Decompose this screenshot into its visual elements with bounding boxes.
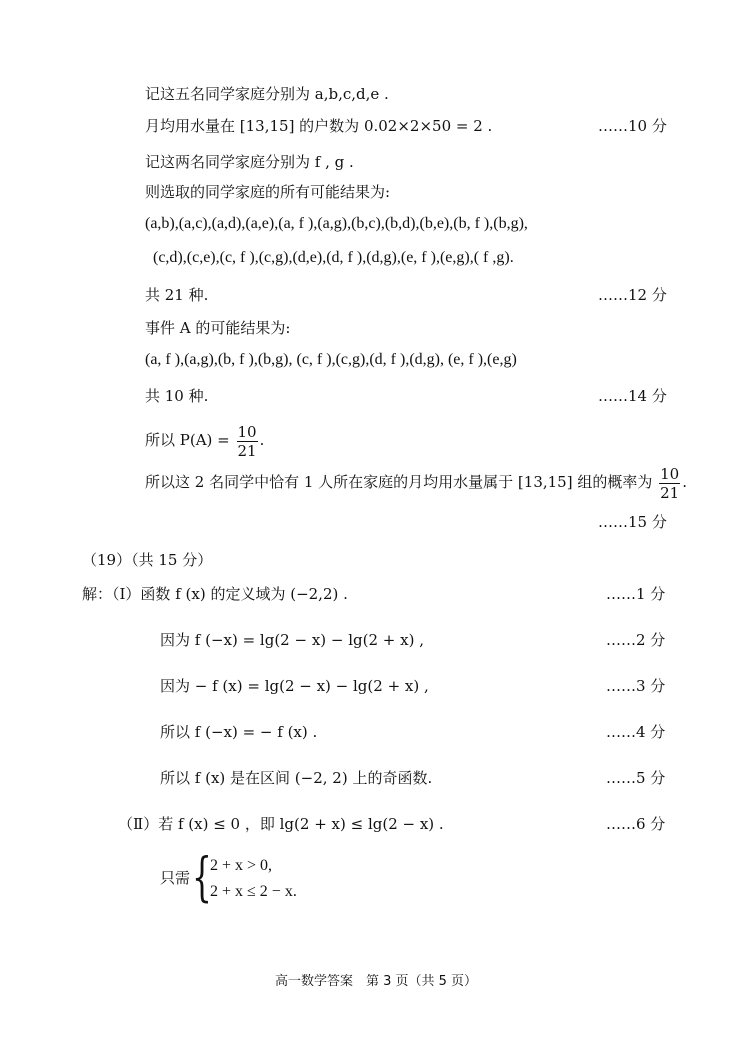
period: . [682, 473, 688, 491]
text-line-all-outcomes-intro: 则选取的同学家庭的所有可能结果为: [145, 183, 391, 201]
conclusion-fraction [659, 465, 680, 502]
text-line-event-a-intro: 事件 A 的可能结果为: [145, 319, 291, 337]
period: . [259, 431, 265, 449]
score-1: ……1 分 [606, 585, 666, 603]
probability-pa-prefix: 所以 P(A) = [145, 431, 230, 449]
inequality-system [160, 850, 320, 910]
text-line-families-fg: 记这两名同学家庭分别为 f , g . [145, 153, 354, 171]
score-14: ……14 分 [598, 387, 667, 405]
step-f-neg-x: 因为 f (−x) = lg(2 − x) − lg(2 + x) , [160, 631, 424, 649]
score-3: ……3 分 [606, 677, 666, 695]
text-line-total-10: 共 10 种. [145, 387, 209, 405]
score-10: ……10 分 [598, 117, 667, 135]
fraction-numerator: 10 [237, 422, 257, 441]
text-line-total-21: 共 21 种. [145, 286, 209, 304]
score-2: ……2 分 [606, 631, 666, 649]
score-6: ……6 分 [606, 815, 666, 833]
system-label: 只需 [160, 869, 191, 887]
solution-part-2-condition: （Ⅱ）若 f (x) ≤ 0 ，即 lg(2 + x) ≤ lg(2 − x) . [118, 815, 444, 833]
step-neg-f-x: 因为 − f (x) = lg(2 − x) − lg(2 + x) , [160, 677, 429, 695]
fraction-denominator: 21 [237, 441, 257, 460]
probability-pa-fraction [237, 423, 258, 460]
score-4: ……4 分 [606, 723, 666, 741]
solution-part-1-domain: 解：（Ⅰ）函数 f (x) 的定义域为 (−2,2) . [82, 585, 348, 603]
conclusion-text: 所以这 2 名同学中恰有 1 人所在家庭的月均用水量属于 [13,15] 组的概率为 [145, 473, 653, 491]
step-odd-function-conclusion: 所以 f (x) 是在区间 (−2, 2) 上的奇函数. [160, 769, 433, 787]
outcomes-list-line-2: (c,d),(c,e),(c, f ),(c,g),(d,e),(d, f ),(d,g),(e, f ),(e,g),( f ,g). [153, 249, 514, 266]
page-footer: 高一数学答案 第 3 页（共 5 页） [274, 974, 478, 989]
outcomes-list-line-1: (a,b),(a,c),(a,d),(a,e),(a, f ),(a,g),(b,c),(b,d),(b,e),(b, f ),(b,g), [145, 215, 528, 232]
score-15: ……15 分 [598, 513, 667, 531]
system-inequality-2: 2 + x ≤ 2 − x. [210, 883, 297, 900]
text-line-count-13-15: 月均用水量在 [13,15] 的户数为 0.02×2×50 = 2 . [145, 117, 493, 135]
fraction-numerator: 10 [660, 464, 680, 483]
probability-pa-line [145, 420, 264, 460]
score-12: ……12 分 [598, 286, 667, 304]
event-a-outcomes-list: (a, f ),(a,g),(b, f ),(b,g), (c, f ),(c,g),(d, f ),(d,g), (e, f ),(e,g) [145, 351, 517, 368]
fraction-denominator: 21 [660, 483, 680, 502]
left-brace: { [192, 848, 212, 908]
conclusion-probability-line [145, 462, 687, 502]
score-5: ……5 分 [606, 769, 666, 787]
text-line-families-abcde: 记这五名同学家庭分别为 a,b,c,d,e . [145, 85, 389, 103]
system-inequality-1: 2 + x > 0, [210, 857, 273, 874]
question-19-header: （19）（共 15 分） [82, 551, 213, 569]
step-odd-relation: 所以 f (−x) = − f (x) . [160, 723, 318, 741]
